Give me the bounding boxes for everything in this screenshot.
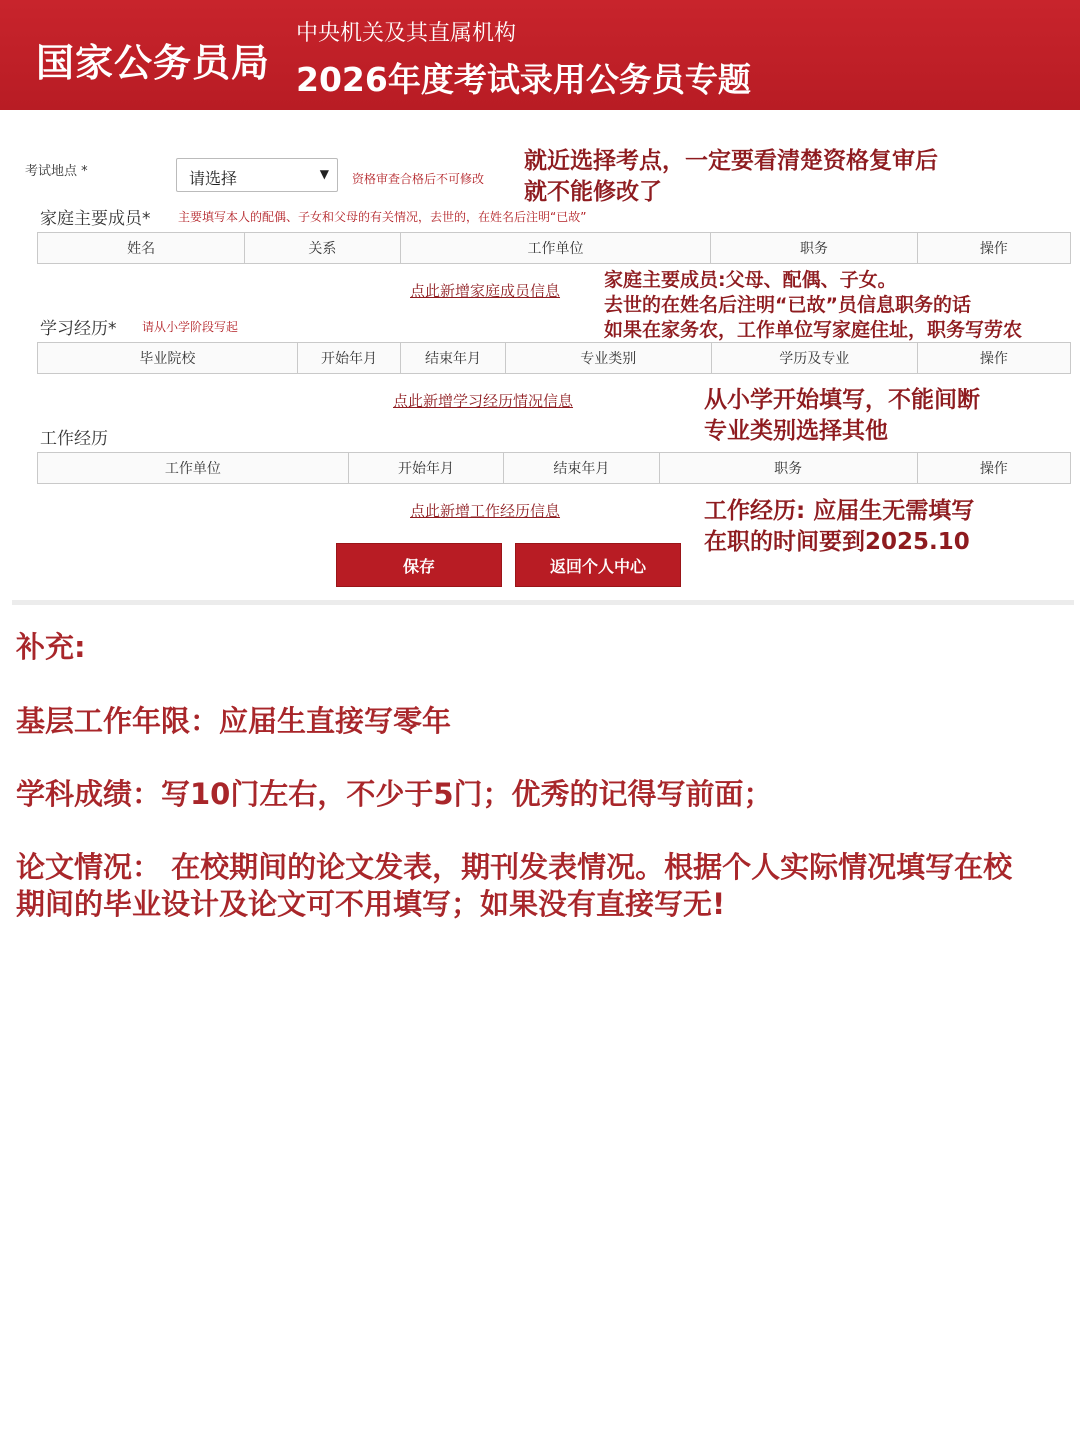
section-divider	[12, 600, 1074, 605]
save-button[interactable]: 保存	[336, 543, 502, 587]
add-work-experience-link[interactable]: 点此新增工作经历信息	[410, 502, 561, 520]
header-subtitle: 中央机关及其直属机构	[296, 21, 517, 46]
annotation-family-1: 家庭主要成员:父母、配偶、子女。	[604, 269, 897, 291]
column-header: 结束年月	[504, 453, 659, 483]
column-header: 专业类别	[506, 343, 712, 373]
family-note: 主要填写本人的配偶、子女和父母的有关情况，去世的，在姓名后注明“已故”	[178, 210, 587, 224]
work-label: 工作经历	[40, 429, 108, 449]
supplement-line: 期间的毕业设计及论文可不用填写；如果没有直接写无!	[16, 887, 726, 921]
work-table-header	[37, 452, 1071, 484]
supplement-line: 学科成绩：写10门左右，不少于5门；优秀的记得写前面；	[16, 777, 773, 811]
add-education-link[interactable]: 点此新增学习经历情况信息	[393, 392, 574, 410]
column-header: 工作单位	[38, 453, 349, 483]
annotation-education-2: 专业类别选择其他	[704, 418, 888, 444]
column-header: 结束年月	[401, 343, 506, 373]
exam-site-note: 资格审查合格后不可修改	[352, 172, 485, 186]
column-header: 姓名	[38, 233, 245, 263]
column-header: 职务	[660, 453, 918, 483]
annotation-work-1: 工作经历: 应届生无需填写	[704, 498, 975, 524]
back-to-profile-button[interactable]: 返回个人中心	[515, 543, 681, 587]
column-header: 开始年月	[349, 453, 504, 483]
exam-site-select[interactable]	[176, 158, 338, 192]
site-logo[interactable]: 国家公务员局	[36, 41, 271, 85]
education-table-header	[37, 342, 1071, 374]
family-label: 家庭主要成员*	[40, 209, 151, 229]
add-family-member-link[interactable]: 点此新增家庭成员信息	[410, 282, 561, 300]
site-header	[0, 0, 1080, 110]
annotation-family-3: 如果在家务农，工作单位写家庭住址，职务写劳农	[604, 319, 1023, 341]
education-note: 请从小学阶段写起	[142, 320, 239, 334]
column-header: 关系	[245, 233, 400, 263]
column-header: 学历及专业	[712, 343, 918, 373]
column-header: 职务	[711, 233, 917, 263]
header-title: 2026年度考试录用公务员专题	[296, 60, 751, 99]
supplement-line: 论文情况： 在校期间的论文发表，期刊发表情况。根据个人实际情况填写在校	[16, 850, 1013, 884]
annotation-exam-site-2: 就不能修改了	[524, 179, 662, 205]
annotation-work-2: 在职的时间要到2025.10	[704, 529, 970, 555]
exam-site-select-value: 请选择	[189, 169, 238, 188]
annotation-exam-site-1: 就近选择考点，一定要看清楚资格复审后	[524, 148, 938, 174]
exam-site-label: 考试地点 *	[25, 164, 88, 179]
column-header: 毕业院校	[38, 343, 298, 373]
supplement-line: 基层工作年限：应届生直接写零年	[16, 704, 452, 738]
chevron-down-icon: ▼	[319, 167, 329, 181]
column-header: 操作	[979, 461, 1008, 477]
column-header: 开始年月	[298, 343, 402, 373]
column-header: 操作	[979, 241, 1008, 257]
column-header: 工作单位	[401, 233, 712, 263]
supplement-heading: 补充:	[16, 630, 86, 664]
family-table-header	[37, 232, 1071, 264]
annotation-family-2: 去世的在姓名后注明“已故”员信息职务的话	[604, 294, 971, 316]
column-header: 操作	[979, 351, 1008, 367]
annotation-education-1: 从小学开始填写，不能间断	[704, 387, 980, 413]
education-label: 学习经历*	[40, 319, 117, 339]
